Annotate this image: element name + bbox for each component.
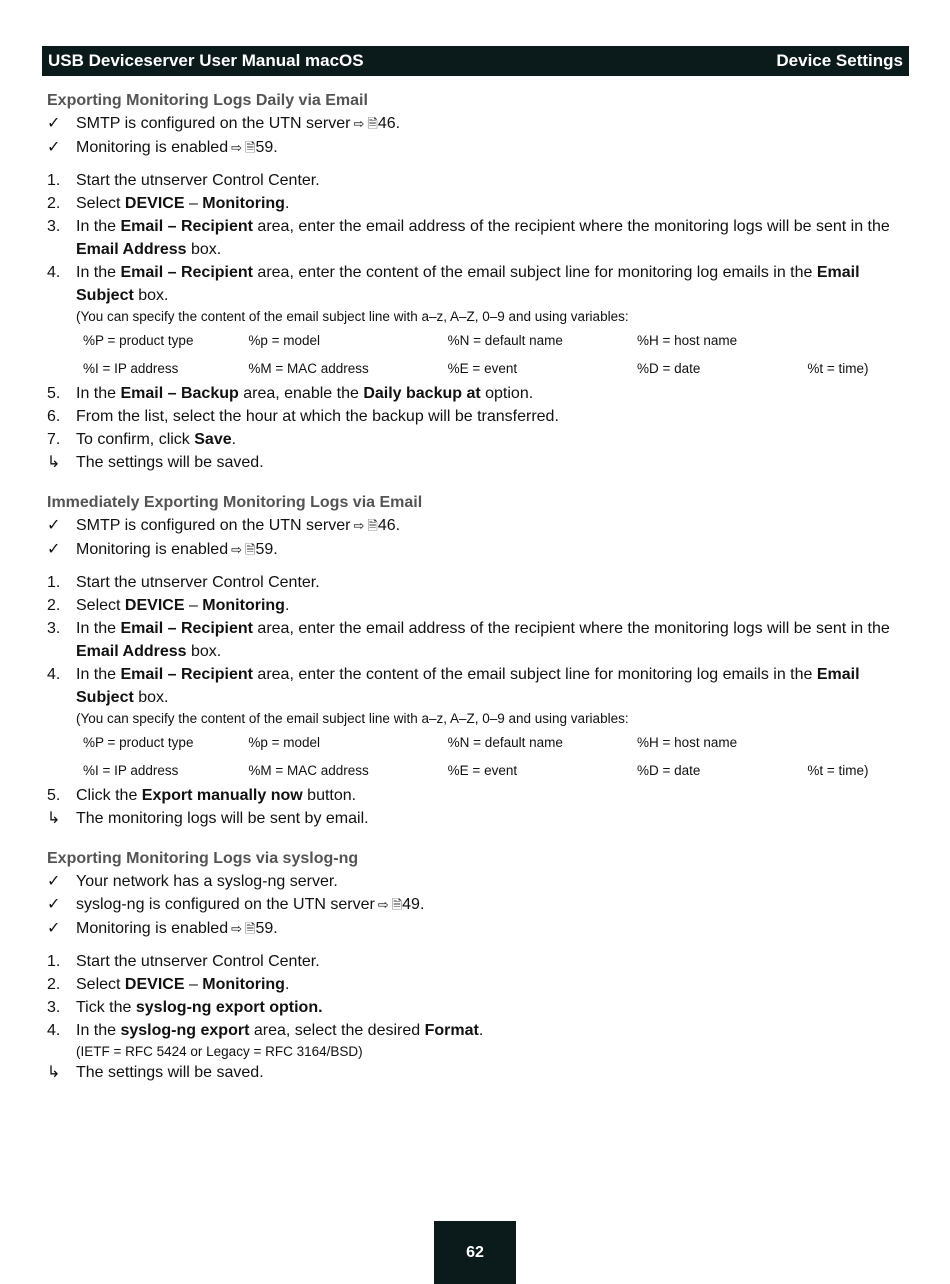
- page-icon: 🗎: [245, 141, 256, 156]
- section-title-syslog: Exporting Monitoring Logs via syslog-ng: [47, 850, 359, 867]
- arrow-right-icon: ⇨: [377, 898, 389, 913]
- page-number: 62: [434, 1221, 516, 1284]
- step: 5. In the Email – Backup area, enable the Daily backup at option.: [47, 382, 907, 405]
- check-icon: ✓: [47, 115, 61, 132]
- step: 3. Tick the syslog-ng export option.: [47, 996, 907, 1019]
- prerequisite: ✓ Monitoring is enabled ⇨ 🗎59.: [47, 917, 907, 941]
- chapter-title: Device Settings: [776, 51, 903, 70]
- prerequisite: ✓ Your network has a syslog-ng server.: [47, 870, 907, 893]
- step-number: 4.: [47, 666, 61, 683]
- prerequisite: ✓ Monitoring is enabled ⇨ 🗎59.: [47, 136, 907, 160]
- page-ref: 49.: [402, 896, 425, 913]
- page-icon: 🗎: [391, 898, 403, 913]
- check-icon: ✓: [47, 920, 61, 937]
- format-note: (IETF = RFC 5424 or Legacy = RFC 3164/BSD): [76, 1044, 363, 1059]
- step: 1. Start the utnserver Control Center.: [47, 169, 907, 192]
- step: 2. Select DEVICE – Monitoring.: [47, 594, 907, 617]
- step: 1. Start the utnserver Control Center.: [47, 571, 907, 594]
- step-number: 3.: [47, 218, 61, 235]
- result-arrow-icon: ↳: [47, 810, 61, 827]
- step: 4. In the syslog-ng export area, select the desired Format.: [47, 1019, 907, 1042]
- step-number: 2.: [47, 976, 61, 993]
- step-number: 5.: [47, 385, 61, 402]
- page-ref: 59.: [255, 920, 278, 937]
- page-ref: 59.: [255, 139, 278, 156]
- step: 6. From the list, select the hour at which the backup will be transferred.: [47, 405, 907, 428]
- page-header: [42, 46, 909, 76]
- manual-title: USB Deviceserver User Manual macOS: [48, 51, 364, 70]
- check-icon: ✓: [47, 541, 61, 558]
- result: ↳ The settings will be saved.: [47, 1061, 907, 1084]
- step-number: 3.: [47, 999, 61, 1016]
- result-arrow-icon: ↳: [47, 1064, 61, 1081]
- page-icon: 🗎: [367, 519, 378, 534]
- prerequisite: ✓ SMTP is configured on the UTN server ⇨ 🗎46.: [47, 112, 907, 136]
- arrow-right-icon: ⇨: [231, 922, 242, 937]
- variables-row: %I = IP address %M = MAC address %E = event %D = date %t = time): [83, 762, 869, 778]
- step-number: 2.: [47, 597, 61, 614]
- arrow-right-icon: ⇨: [353, 117, 365, 132]
- step-number: 7.: [47, 431, 61, 448]
- variables-row: %P = product type %p = model %N = default name %H = host name: [83, 734, 738, 750]
- arrow-right-icon: ⇨: [353, 519, 365, 534]
- page-ref: 46.: [377, 115, 401, 132]
- step: 1. Start the utnserver Control Center.: [47, 950, 907, 973]
- variables-note: (You can specify the content of the email subject line with a–z, A–Z, 0–9 and using variables:: [76, 309, 629, 324]
- page-icon: 🗎: [245, 922, 256, 937]
- variables-row: %I = IP address %M = MAC address %E = event %D = date %t = time): [83, 360, 869, 376]
- result: ↳ The settings will be saved.: [47, 451, 907, 474]
- result-arrow-icon: ↳: [47, 454, 61, 471]
- step: 2. Select DEVICE – Monitoring.: [47, 192, 907, 215]
- section-title-daily-email: Exporting Monitoring Logs Daily via Email: [47, 92, 368, 109]
- step: 3. In the Email – Recipient area, enter the email address of the recipient where the monitoring logs will be sent in the Email Address box.: [47, 617, 907, 663]
- arrow-right-icon: ⇨: [231, 141, 242, 156]
- step: 5. Click the Export manually now button.: [47, 784, 907, 807]
- page-ref: 46.: [377, 517, 401, 534]
- step: 4. In the Email – Recipient area, enter the content of the email subject line for monitoring log emails in the Email Subject box.: [47, 261, 907, 307]
- check-icon: ✓: [47, 139, 61, 156]
- prerequisite: ✓ syslog-ng is configured on the UTN server ⇨ 🗎49.: [47, 893, 907, 917]
- step-number: 6.: [47, 408, 61, 425]
- arrow-right-icon: ⇨: [231, 543, 242, 558]
- step-number: 2.: [47, 195, 61, 212]
- page-content: [47, 90, 907, 1084]
- step-number: 4.: [47, 1022, 61, 1039]
- page-icon: 🗎: [367, 117, 378, 132]
- step-number: 1.: [47, 953, 61, 970]
- variables-table: [83, 326, 907, 382]
- section-title-immediate-email: Immediately Exporting Monitoring Logs via Email: [47, 494, 423, 511]
- prerequisite: ✓ Monitoring is enabled ⇨ 🗎59.: [47, 538, 907, 562]
- step-number: 5.: [47, 787, 61, 804]
- step-number: 1.: [47, 172, 61, 189]
- step: 7. To confirm, click Save.: [47, 428, 907, 451]
- step-number: 1.: [47, 574, 61, 591]
- step: 2. Select DEVICE – Monitoring.: [47, 973, 907, 996]
- step: 4. In the Email – Recipient area, enter the content of the email subject line for monitoring log emails in the Email Subject box.: [47, 663, 907, 709]
- variables-row: %P = product type %p = model %N = default name %H = host name: [83, 332, 738, 348]
- step-number: 4.: [47, 264, 61, 281]
- step: 3. In the Email – Recipient area, enter the email address of the recipient where the monitoring logs will be sent in the Email Address box.: [47, 215, 907, 261]
- check-icon: ✓: [47, 896, 61, 913]
- step-number: 3.: [47, 620, 61, 637]
- variables-note: (You can specify the content of the email subject line with a–z, A–Z, 0–9 and using variables:: [76, 711, 629, 726]
- check-icon: ✓: [47, 873, 61, 890]
- prerequisite: ✓ SMTP is configured on the UTN server ⇨ 🗎46.: [47, 514, 907, 538]
- result: ↳ The monitoring logs will be sent by email.: [47, 807, 907, 830]
- variables-table: [83, 728, 907, 784]
- page-ref: 59.: [255, 541, 278, 558]
- page-icon: 🗎: [245, 543, 256, 558]
- check-icon: ✓: [47, 517, 61, 534]
